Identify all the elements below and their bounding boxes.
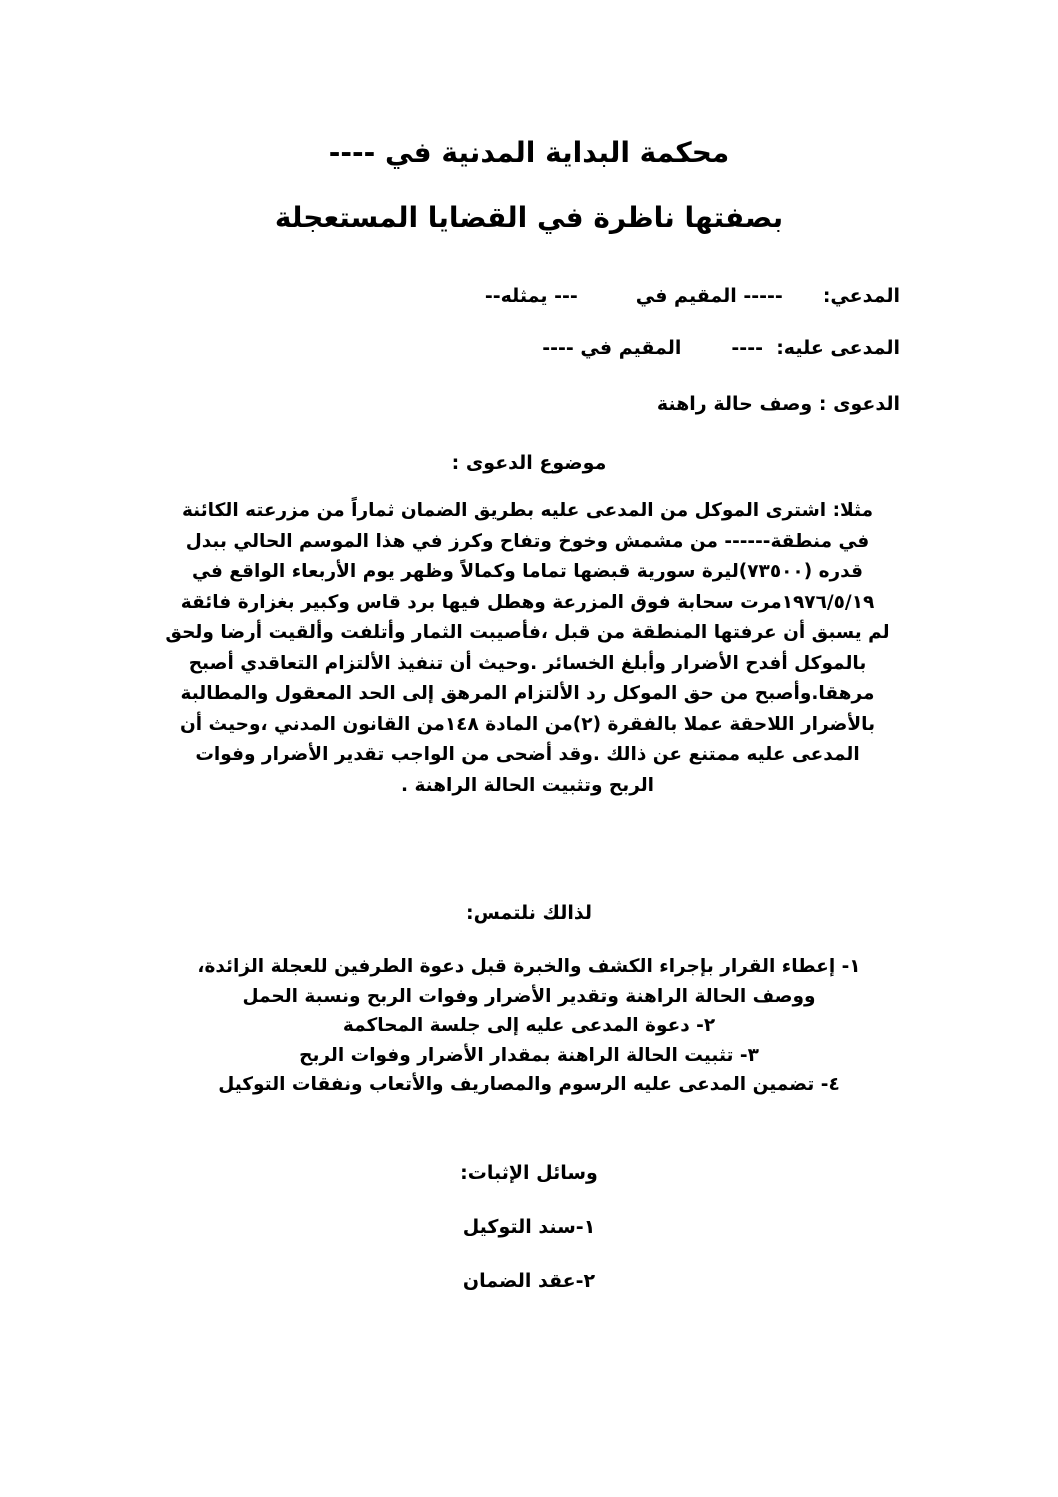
defendant-label: المدعى عليه: xyxy=(776,337,900,359)
request-item: ٣- تثبيت الحالة الراهنة بمقدار الأضرار وفوات الربح xyxy=(299,1044,759,1066)
subject-line: مثلا: اشترى الموكل من المدعى عليه بطريق الضمان ثماراً من مزرعته الكائنة xyxy=(181,500,874,521)
request-item: ١- إعطاء القرار بإجراء الكشف والخبرة قبل دعوة الطرفين للعجلة الزائدة، xyxy=(197,956,861,977)
subject-line: قدره (٧٣٥٠٠)ليرة سورية قبضها تماما وكمالاً وظهر يوم الأربعاء الواقع في xyxy=(192,561,863,582)
requests-list xyxy=(0,952,1058,1100)
requests-heading: لذالك نلتمس: xyxy=(466,902,592,924)
subject-line: الربح وتثبيت الحالة الراهنة . xyxy=(400,774,655,796)
subject-line: لم يسبق أن عرفتها المنطقة من قبل ،فأصيبت الثمار وأتلفت وألقيت أرضا ولحق xyxy=(165,622,890,643)
subject-line: مرهقا.وأصبح من حق الموكل رد الألتزام المرهق إلى الحد المعقول والمطالبة xyxy=(180,683,875,704)
subject-line: بالموكل أفدح الأضرار وأبلغ الخسائر .وحيث أن تنفيذ الألتزام التعاقدي أصبح xyxy=(188,652,867,674)
subject-heading: موضوع الدعوى : xyxy=(451,452,607,474)
subject-line: المدعى عليه ممتنع عن ذالك .وقد أضحى من الواجب تقدير الأضرار وفوات xyxy=(195,744,860,765)
plaintiff-label: المدعي: xyxy=(822,285,900,307)
subject-paragraph xyxy=(155,496,900,801)
subject-line: بالأضرار اللاحقة عملا بالفقرة (٢)من المادة ١٤٨من القانون المدني ،وحيث أن xyxy=(179,713,876,735)
plaintiff-representative: --- يمثله-- xyxy=(484,285,578,307)
request-item: ٢- دعوة المدعى عليه إلى جلسة المحاكمة xyxy=(342,1015,716,1036)
plaintiff-residence: المقيم في xyxy=(635,285,737,307)
case-type: الدعوى : وصف حالة راهنة xyxy=(656,393,900,415)
subject-line: في منطقة------ من مشمش وخوخ وتفاح وكرز في هذا الموسم الحالي ببدل xyxy=(185,530,870,552)
request-item: ٤- تضمين المدعى عليه الرسوم والمصاريف والأتعاب ونفقات التوكيل xyxy=(218,1074,840,1095)
defendant-line xyxy=(542,333,900,363)
evidence-heading: وسائل الإثبات: xyxy=(460,1162,598,1184)
defendant-residence: المقيم في ---- xyxy=(542,337,682,359)
subject-line: ١٩٧٦/٥/١٩مرت سحابة فوق المزرعة وهطل فيها برد قاس وكبير بغزارة فائقة xyxy=(180,591,875,613)
request-item: ووصف الحالة الراهنة وتقدير الأضرار وفوات الربح ونسبة الحمل xyxy=(242,985,816,1007)
plaintiff-line xyxy=(485,281,900,311)
defendant-name: ---- xyxy=(731,337,763,359)
court-subtitle: بصفتها ناظرة في القضايا المستعجلة xyxy=(274,201,784,234)
court-title: محكمة البداية المدنية في ---- xyxy=(328,136,730,169)
plaintiff-name: ----- xyxy=(743,285,783,307)
evidence-item: ١-سند التوكيل xyxy=(462,1216,596,1238)
evidence-item: ٢-عقد الضمان xyxy=(462,1270,596,1292)
